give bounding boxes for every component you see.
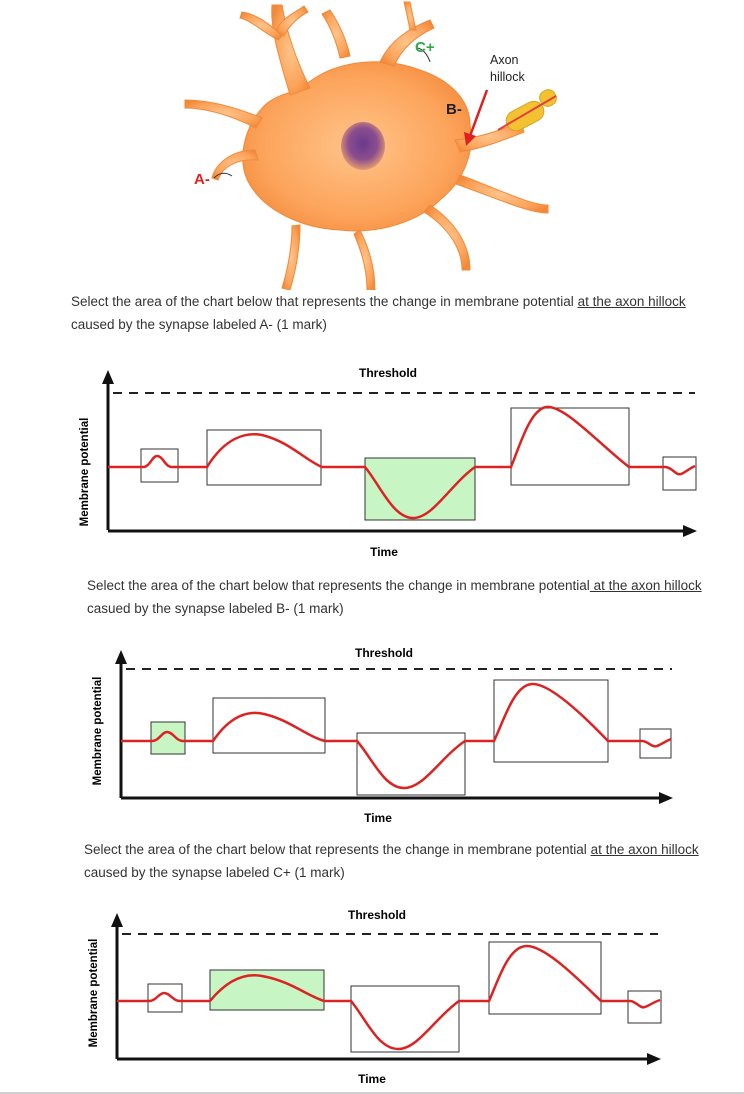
x-axis-label: Time [358, 1072, 386, 1086]
question-text: Select the area of the chart below that represents the change in membrane potential [71, 294, 578, 309]
select-box-1[interactable] [151, 722, 185, 754]
question-text: Select the area of the chart below that represents the change in membrane potential [87, 578, 590, 593]
y-axis-label: Membrane potential [79, 417, 91, 527]
question-text: caused by the synapse labeled C+ (1 mark) [84, 865, 345, 880]
x-axis-arrow-icon [683, 525, 697, 537]
membrane-trace [117, 946, 660, 1049]
threshold-label: Threshold [347, 908, 407, 922]
question-b [87, 574, 727, 620]
membrane-trace [121, 684, 671, 788]
label-c: C+ [415, 39, 435, 56]
y-axis-label: Membrane potential [88, 938, 100, 1048]
label-axon-hillock-line1: Axon [490, 53, 519, 67]
question-text: caused by the synapse labeled A- (1 mark) [71, 317, 327, 332]
neuron-diagram [0, 0, 744, 290]
question-emphasis: at the axon hillock [577, 294, 686, 309]
select-box-1[interactable] [148, 984, 182, 1012]
question-text: casued by the synapse labeled B- (1 mark) [87, 601, 344, 616]
label-a: A- [194, 171, 210, 188]
threshold-label: Threshold [358, 366, 418, 380]
x-axis-arrow-icon [647, 1053, 661, 1065]
y-axis-arrow-icon [111, 913, 123, 927]
select-box-4[interactable] [494, 680, 608, 762]
select-box-3[interactable] [351, 986, 459, 1052]
question-a [71, 290, 721, 336]
label-axon-hillock-line2: hillock [490, 70, 525, 84]
chart-a [0, 360, 744, 570]
nucleus [341, 122, 385, 170]
threshold-label: Threshold [354, 646, 414, 660]
question-c [84, 838, 724, 884]
x-axis-arrow-icon [659, 792, 673, 804]
chart-c [0, 903, 744, 1091]
label-b: B- [446, 101, 462, 118]
x-axis-label: Time [364, 811, 392, 825]
y-axis-arrow-icon [102, 370, 114, 384]
question-emphasis: at the axon hillock [590, 842, 699, 857]
select-box-5[interactable] [640, 729, 671, 758]
chart-b [0, 640, 744, 825]
select-box-2[interactable] [213, 698, 325, 753]
y-axis-label: Membrane potential [92, 676, 104, 786]
x-axis-label: Time [370, 545, 398, 559]
y-axis-arrow-icon [115, 650, 127, 664]
question-text: Select the area of the chart below that represents the change in membrane potential [84, 842, 591, 857]
select-box-4[interactable] [511, 408, 629, 485]
question-emphasis: at the axon hillock [589, 578, 702, 593]
